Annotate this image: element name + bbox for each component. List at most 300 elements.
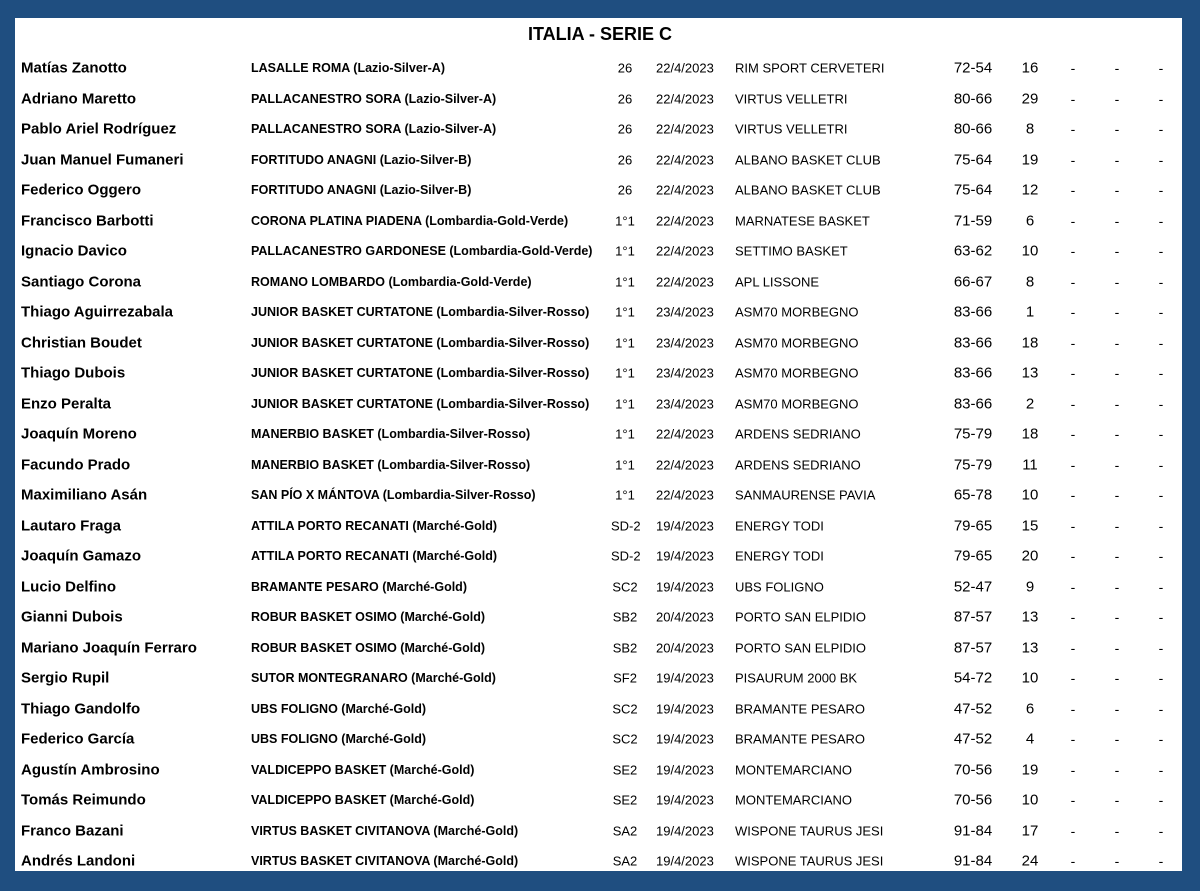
stat-col-1: - xyxy=(1070,792,1076,809)
stat-col-3: - xyxy=(1158,334,1164,351)
round: 1°1 xyxy=(615,426,635,442)
stat-col-2: - xyxy=(1114,670,1120,687)
match-date: 22/4/2023 xyxy=(656,121,714,137)
round: 1°1 xyxy=(615,335,635,351)
stat-col-2: - xyxy=(1114,609,1120,626)
points: 24 xyxy=(1021,852,1039,870)
team-name: JUNIOR BASKET CURTATONE (Lombardia-Silver-Rosso) xyxy=(251,335,590,350)
player-name: Christian Boudet xyxy=(21,334,142,352)
team-name: JUNIOR BASKET CURTATONE (Lombardia-Silver-Rosso) xyxy=(251,305,590,320)
opponent: MARNATESE BASKET xyxy=(735,213,870,229)
stat-col-2: - xyxy=(1114,792,1120,809)
stat-col-1: - xyxy=(1070,456,1076,473)
player-name: Andrés Landoni xyxy=(21,852,136,870)
match-date: 19/4/2023 xyxy=(656,518,714,534)
score: 75-79 xyxy=(953,456,993,474)
match-date: 19/4/2023 xyxy=(656,853,714,869)
points: 13 xyxy=(1021,639,1039,657)
player-name: Joaquín Moreno xyxy=(21,425,137,443)
player-name: Tomás Reimundo xyxy=(21,791,146,809)
points: 6 xyxy=(1025,212,1035,230)
stat-col-1: - xyxy=(1070,334,1076,351)
table-row xyxy=(15,602,1182,633)
player-name: Agustín Ambrosino xyxy=(21,761,160,779)
stat-col-1: - xyxy=(1070,90,1076,107)
score: 75-64 xyxy=(953,151,993,169)
stat-col-3: - xyxy=(1158,60,1164,77)
player-name: Sergio Rupil xyxy=(21,669,110,687)
stat-col-1: - xyxy=(1070,243,1076,260)
round: 1°1 xyxy=(615,213,635,229)
opponent: WISPONE TAURUS JESI xyxy=(735,823,884,839)
round: 1°1 xyxy=(615,243,635,259)
points: 17 xyxy=(1021,822,1039,840)
opponent: ENERGY TODI xyxy=(735,548,824,564)
stat-col-3: - xyxy=(1158,639,1164,656)
player-name: Enzo Peralta xyxy=(21,395,112,413)
score: 79-65 xyxy=(953,517,993,535)
match-date: 19/4/2023 xyxy=(656,792,714,808)
opponent: VIRTUS VELLETRI xyxy=(735,121,848,137)
stat-col-2: - xyxy=(1114,853,1120,870)
player-name: Thiago Dubois xyxy=(21,364,126,382)
match-date: 19/4/2023 xyxy=(656,701,714,717)
round: 1°1 xyxy=(615,274,635,290)
table-row xyxy=(15,816,1182,847)
score: 83-66 xyxy=(953,364,993,382)
table-row xyxy=(15,785,1182,816)
table-row xyxy=(15,419,1182,450)
score: 54-72 xyxy=(953,669,993,687)
round: 1°1 xyxy=(615,304,635,320)
score: 70-56 xyxy=(953,761,993,779)
table-row xyxy=(15,328,1182,359)
stat-col-3: - xyxy=(1158,182,1164,199)
round: SE2 xyxy=(612,792,638,808)
team-name: ATTILA PORTO RECANATI (Marché-Gold) xyxy=(251,549,498,564)
match-date: 22/4/2023 xyxy=(656,213,714,229)
player-name: Mariano Joaquín Ferraro xyxy=(21,639,197,657)
round: SB2 xyxy=(612,640,638,656)
score: 83-66 xyxy=(953,395,993,413)
stat-col-1: - xyxy=(1070,151,1076,168)
team-name: VALDICEPPO BASKET (Marché-Gold) xyxy=(251,762,475,777)
stat-col-1: - xyxy=(1070,578,1076,595)
points: 2 xyxy=(1025,395,1035,413)
points: 9 xyxy=(1025,578,1035,596)
stat-col-1: - xyxy=(1070,609,1076,626)
player-name: Facundo Prado xyxy=(21,456,131,474)
stat-col-3: - xyxy=(1158,670,1164,687)
opponent: SETTIMO BASKET xyxy=(735,243,848,259)
table-row xyxy=(15,755,1182,786)
table-row xyxy=(15,175,1182,206)
stat-col-2: - xyxy=(1114,243,1120,260)
player-name: Federico Oggero xyxy=(21,181,142,199)
score: 66-67 xyxy=(953,273,993,291)
player-name: Federico García xyxy=(21,730,135,748)
stat-col-3: - xyxy=(1158,456,1164,473)
player-name: Joaquín Gamazo xyxy=(21,547,142,565)
stat-col-3: - xyxy=(1158,548,1164,565)
stat-col-2: - xyxy=(1114,395,1120,412)
team-name: FORTITUDO ANAGNI (Lazio-Silver-B) xyxy=(251,183,472,198)
stat-col-3: - xyxy=(1158,304,1164,321)
stat-col-3: - xyxy=(1158,792,1164,809)
points: 13 xyxy=(1021,364,1039,382)
score: 79-65 xyxy=(953,547,993,565)
table-row xyxy=(15,724,1182,755)
score: 75-64 xyxy=(953,181,993,199)
stat-col-2: - xyxy=(1114,639,1120,656)
opponent: ASM70 MORBEGNO xyxy=(735,304,859,320)
stat-col-1: - xyxy=(1070,212,1076,229)
stat-col-2: - xyxy=(1114,273,1120,290)
table-row xyxy=(15,114,1182,145)
opponent: ASM70 MORBEGNO xyxy=(735,396,859,412)
results-table xyxy=(15,53,1182,877)
stat-col-3: - xyxy=(1158,273,1164,290)
player-name: Santiago Corona xyxy=(21,273,142,291)
team-name: SAN PÍO X MÁNTOVA (Lombardia-Silver-Rosso) xyxy=(251,488,536,503)
stat-col-1: - xyxy=(1070,426,1076,443)
table-row xyxy=(15,267,1182,298)
match-date: 22/4/2023 xyxy=(656,91,714,107)
team-name: MANERBIO BASKET (Lombardia-Silver-Rosso) xyxy=(251,457,531,472)
score: 83-66 xyxy=(953,303,993,321)
stat-col-3: - xyxy=(1158,151,1164,168)
opponent: ALBANO BASKET CLUB xyxy=(735,152,881,168)
stat-col-2: - xyxy=(1114,182,1120,199)
stat-col-1: - xyxy=(1070,365,1076,382)
table-row xyxy=(15,206,1182,237)
points: 20 xyxy=(1021,547,1039,565)
opponent: PORTO SAN ELPIDIO xyxy=(735,609,867,625)
team-name: JUNIOR BASKET CURTATONE (Lombardia-Silver-Rosso) xyxy=(251,396,590,411)
round: SD-2 xyxy=(611,518,641,534)
score: 75-79 xyxy=(953,425,993,443)
stat-col-3: - xyxy=(1158,517,1164,534)
results-sheet xyxy=(15,18,1182,871)
stat-col-2: - xyxy=(1114,761,1120,778)
stat-col-1: - xyxy=(1070,395,1076,412)
stat-col-2: - xyxy=(1114,212,1120,229)
score: 87-57 xyxy=(953,608,993,626)
opponent: BRAMANTE PESARO xyxy=(735,701,866,717)
match-date: 22/4/2023 xyxy=(656,457,714,473)
points: 19 xyxy=(1021,151,1039,169)
score: 63-62 xyxy=(953,242,993,260)
score: 80-66 xyxy=(953,90,993,108)
round: SC2 xyxy=(612,579,638,595)
round: 26 xyxy=(617,152,633,168)
player-name: Maximiliano Asán xyxy=(21,486,148,504)
table-row xyxy=(15,511,1182,542)
player-name: Lucio Delfino xyxy=(21,578,116,596)
opponent: ENERGY TODI xyxy=(735,518,824,534)
opponent: RIM SPORT CERVETERI xyxy=(735,60,885,76)
opponent: ASM70 MORBEGNO xyxy=(735,365,859,381)
team-name: CORONA PLATINA PIADENA (Lombardia-Gold-Verde) xyxy=(251,213,569,228)
match-date: 19/4/2023 xyxy=(656,823,714,839)
stat-col-2: - xyxy=(1114,334,1120,351)
round: SC2 xyxy=(612,731,638,747)
round: 26 xyxy=(617,91,633,107)
round: 1°1 xyxy=(615,396,635,412)
opponent: PORTO SAN ELPIDIO xyxy=(735,640,867,656)
stat-col-2: - xyxy=(1114,578,1120,595)
table-row xyxy=(15,297,1182,328)
team-name: PALLACANESTRO GARDONESE (Lombardia-Gold-Verde) xyxy=(251,244,593,259)
stat-col-1: - xyxy=(1070,731,1076,748)
round: SA2 xyxy=(612,823,638,839)
round: SF2 xyxy=(613,670,637,686)
team-name: ROBUR BASKET OSIMO (Marché-Gold) xyxy=(251,610,486,625)
stat-col-3: - xyxy=(1158,853,1164,870)
stat-col-3: - xyxy=(1158,700,1164,717)
table-row xyxy=(15,450,1182,481)
stat-col-2: - xyxy=(1114,365,1120,382)
stat-col-3: - xyxy=(1158,609,1164,626)
player-name: Thiago Gandolfo xyxy=(21,700,141,718)
stat-col-1: - xyxy=(1070,822,1076,839)
team-name: SUTOR MONTEGRANARO (Marché-Gold) xyxy=(251,671,496,686)
points: 8 xyxy=(1025,273,1035,291)
team-name: JUNIOR BASKET CURTATONE (Lombardia-Silver-Rosso) xyxy=(251,366,590,381)
opponent: APL LISSONE xyxy=(735,274,820,290)
stat-col-3: - xyxy=(1158,731,1164,748)
stat-col-3: - xyxy=(1158,243,1164,260)
table-row xyxy=(15,145,1182,176)
stat-col-2: - xyxy=(1114,426,1120,443)
team-name: UBS FOLIGNO (Marché-Gold) xyxy=(251,732,426,747)
round: 26 xyxy=(617,121,633,137)
table-row xyxy=(15,389,1182,420)
score: 47-52 xyxy=(953,730,993,748)
player-name: Ignacio Davico xyxy=(21,242,127,260)
match-date: 22/4/2023 xyxy=(656,60,714,76)
match-date: 19/4/2023 xyxy=(656,548,714,564)
stat-col-3: - xyxy=(1158,365,1164,382)
opponent: ALBANO BASKET CLUB xyxy=(735,182,881,198)
stat-col-1: - xyxy=(1070,273,1076,290)
round: 26 xyxy=(617,182,633,198)
opponent: ARDENS SEDRIANO xyxy=(735,426,861,442)
stat-col-1: - xyxy=(1070,304,1076,321)
team-name: ATTILA PORTO RECANATI (Marché-Gold) xyxy=(251,518,498,533)
team-name: MANERBIO BASKET (Lombardia-Silver-Rosso) xyxy=(251,427,531,442)
stat-col-1: - xyxy=(1070,761,1076,778)
stat-col-2: - xyxy=(1114,487,1120,504)
round: SD-2 xyxy=(611,548,641,564)
team-name: VIRTUS BASKET CIVITANOVA (Marché-Gold) xyxy=(251,823,519,838)
round: 1°1 xyxy=(615,457,635,473)
score: 91-84 xyxy=(953,852,993,870)
player-name: Lautaro Fraga xyxy=(21,517,122,535)
opponent: MONTEMARCIANO xyxy=(735,762,852,778)
stat-col-1: - xyxy=(1070,121,1076,138)
stat-col-2: - xyxy=(1114,90,1120,107)
team-name: ROBUR BASKET OSIMO (Marché-Gold) xyxy=(251,640,486,655)
stat-col-2: - xyxy=(1114,548,1120,565)
opponent: ASM70 MORBEGNO xyxy=(735,335,859,351)
points: 13 xyxy=(1021,608,1039,626)
stat-col-3: - xyxy=(1158,822,1164,839)
table-row xyxy=(15,846,1182,877)
match-date: 22/4/2023 xyxy=(656,487,714,503)
team-name: BRAMANTE PESARO (Marché-Gold) xyxy=(251,579,467,594)
table-row xyxy=(15,53,1182,84)
match-date: 19/4/2023 xyxy=(656,762,714,778)
round: 1°1 xyxy=(615,487,635,503)
score: 65-78 xyxy=(953,486,993,504)
points: 12 xyxy=(1021,181,1039,199)
stat-col-1: - xyxy=(1070,670,1076,687)
opponent: UBS FOLIGNO xyxy=(735,579,824,595)
round: SB2 xyxy=(612,609,638,625)
team-name: FORTITUDO ANAGNI (Lazio-Silver-B) xyxy=(251,152,472,167)
score: 91-84 xyxy=(953,822,993,840)
stat-col-3: - xyxy=(1158,121,1164,138)
match-date: 19/4/2023 xyxy=(656,579,714,595)
stat-col-2: - xyxy=(1114,731,1120,748)
score: 83-66 xyxy=(953,334,993,352)
score: 70-56 xyxy=(953,791,993,809)
stat-col-3: - xyxy=(1158,212,1164,229)
round: 1°1 xyxy=(615,365,635,381)
points: 10 xyxy=(1021,486,1039,504)
stat-col-1: - xyxy=(1070,60,1076,77)
score: 72-54 xyxy=(953,59,993,77)
table-row xyxy=(15,663,1182,694)
stat-col-2: - xyxy=(1114,700,1120,717)
match-date: 22/4/2023 xyxy=(656,152,714,168)
player-name: Adriano Maretto xyxy=(21,90,137,108)
player-name: Juan Manuel Fumaneri xyxy=(21,151,184,169)
stat-col-1: - xyxy=(1070,639,1076,656)
stat-col-3: - xyxy=(1158,761,1164,778)
score: 87-57 xyxy=(953,639,993,657)
stat-col-2: - xyxy=(1114,822,1120,839)
table-row xyxy=(15,84,1182,115)
points: 8 xyxy=(1025,120,1035,138)
stat-col-1: - xyxy=(1070,548,1076,565)
opponent: BRAMANTE PESARO xyxy=(735,731,866,747)
opponent: WISPONE TAURUS JESI xyxy=(735,853,884,869)
page-title: ITALIA - SERIE C xyxy=(528,24,672,44)
points: 16 xyxy=(1021,59,1039,77)
team-name: PALLACANESTRO SORA (Lazio-Silver-A) xyxy=(251,122,497,137)
points: 18 xyxy=(1021,425,1039,443)
match-date: 23/4/2023 xyxy=(656,304,714,320)
stat-col-3: - xyxy=(1158,90,1164,107)
points: 15 xyxy=(1021,517,1039,535)
team-name: LASALLE ROMA (Lazio-Silver-A) xyxy=(251,61,445,76)
team-name: PALLACANESTRO SORA (Lazio-Silver-A) xyxy=(251,91,497,106)
points: 10 xyxy=(1021,242,1039,260)
points: 1 xyxy=(1025,303,1035,321)
points: 10 xyxy=(1021,791,1039,809)
stat-col-2: - xyxy=(1114,304,1120,321)
table-row xyxy=(15,694,1182,725)
match-date: 23/4/2023 xyxy=(656,396,714,412)
team-name: UBS FOLIGNO (Marché-Gold) xyxy=(251,701,426,716)
player-name: Pablo Ariel Rodríguez xyxy=(21,120,177,138)
opponent: PISAURUM 2000 BK xyxy=(735,670,858,686)
opponent: ARDENS SEDRIANO xyxy=(735,457,861,473)
stat-col-2: - xyxy=(1114,456,1120,473)
round: SA2 xyxy=(612,853,638,869)
opponent: SANMAURENSE PAVIA xyxy=(735,487,876,503)
match-date: 22/4/2023 xyxy=(656,274,714,290)
score: 52-47 xyxy=(953,578,993,596)
opponent: VIRTUS VELLETRI xyxy=(735,91,848,107)
player-name: Gianni Dubois xyxy=(21,608,123,626)
match-date: 23/4/2023 xyxy=(656,335,714,351)
stat-col-1: - xyxy=(1070,700,1076,717)
match-date: 19/4/2023 xyxy=(656,670,714,686)
round: SE2 xyxy=(612,762,638,778)
stat-col-2: - xyxy=(1114,121,1120,138)
points: 18 xyxy=(1021,334,1039,352)
stat-col-1: - xyxy=(1070,853,1076,870)
table-row xyxy=(15,572,1182,603)
stat-col-1: - xyxy=(1070,182,1076,199)
score: 47-52 xyxy=(953,700,993,718)
points: 10 xyxy=(1021,669,1039,687)
stat-col-1: - xyxy=(1070,517,1076,534)
points: 4 xyxy=(1025,730,1035,748)
table-row xyxy=(15,541,1182,572)
stat-col-2: - xyxy=(1114,517,1120,534)
match-date: 23/4/2023 xyxy=(656,365,714,381)
player-name: Francisco Barbotti xyxy=(21,212,154,230)
stat-col-2: - xyxy=(1114,151,1120,168)
stat-col-3: - xyxy=(1158,487,1164,504)
match-date: 22/4/2023 xyxy=(656,182,714,198)
match-date: 22/4/2023 xyxy=(656,426,714,442)
match-date: 20/4/2023 xyxy=(656,609,714,625)
match-date: 20/4/2023 xyxy=(656,640,714,656)
table-row xyxy=(15,480,1182,511)
match-date: 22/4/2023 xyxy=(656,243,714,259)
team-name: ROMANO LOMBARDO (Lombardia-Gold-Verde) xyxy=(251,274,532,289)
points: 19 xyxy=(1021,761,1039,779)
player-name: Matías Zanotto xyxy=(21,59,127,77)
stat-col-3: - xyxy=(1158,426,1164,443)
player-name: Thiago Aguirrezabala xyxy=(21,303,173,321)
points: 29 xyxy=(1021,90,1039,108)
match-date: 19/4/2023 xyxy=(656,731,714,747)
stat-col-3: - xyxy=(1158,395,1164,412)
points: 6 xyxy=(1025,700,1035,718)
opponent: MONTEMARCIANO xyxy=(735,792,852,808)
round: SC2 xyxy=(612,701,638,717)
player-name: Franco Bazani xyxy=(21,822,124,840)
stat-col-1: - xyxy=(1070,487,1076,504)
stat-col-3: - xyxy=(1158,578,1164,595)
team-name: VIRTUS BASKET CIVITANOVA (Marché-Gold) xyxy=(251,854,519,869)
score: 80-66 xyxy=(953,120,993,138)
score: 71-59 xyxy=(953,212,993,230)
table-row xyxy=(15,236,1182,267)
table-row xyxy=(15,358,1182,389)
stat-col-2: - xyxy=(1114,60,1120,77)
team-name: VALDICEPPO BASKET (Marché-Gold) xyxy=(251,793,475,808)
table-row xyxy=(15,633,1182,664)
round: 26 xyxy=(617,60,633,76)
points: 11 xyxy=(1022,456,1038,474)
